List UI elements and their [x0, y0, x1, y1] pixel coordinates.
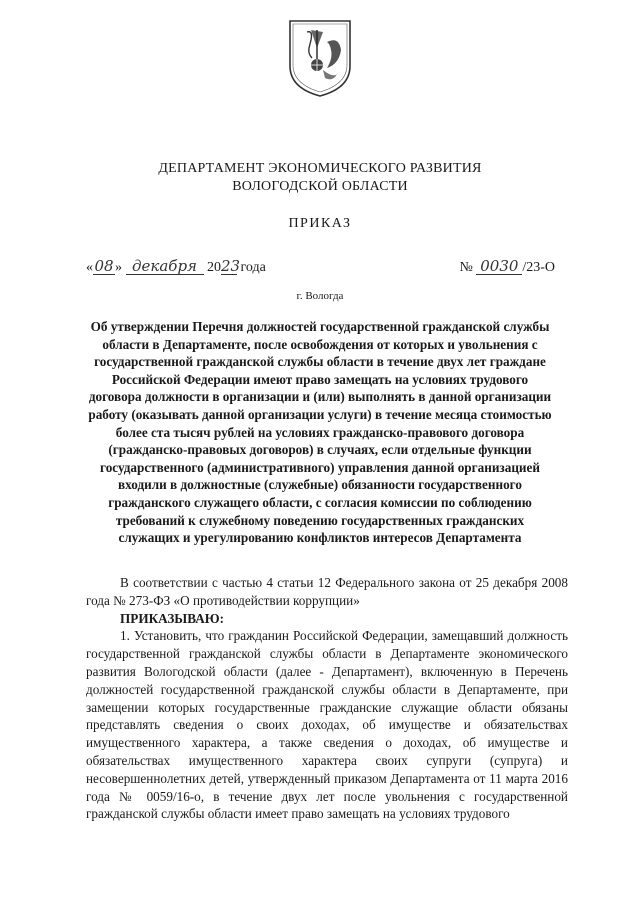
number-suffix: /23-О [522, 260, 555, 275]
item-1-paragraph: 1. Установить, что гражданин Российской Федерации, замещавший должность государственной гражданской службы области в Департаменте экономического развития Вологодской области (далее - Департамент), включенную в Перечень должностей государственной гражданской службы области в Департаменте, при замещении которых государственные гражданские служащие области обязаны представлять сведения о своих доходах, об имуществе и обязательствах имущественного характера, а также сведения о доходах, об имуществе и обязательствах имущественного характера своих супруги (супруга) и несовершеннолетних детей, утвержденный приказом Департамента от 11 марта 2016 года № 0059/16-о, в течение двух лет после увольнения с государственной гражданской службы области имеет право замещать на условиях трудового [86, 628, 568, 822]
command-line: ПРИКАЗЫВАЮ: [120, 610, 224, 626]
department-line-2: ВОЛОГОДСКОЙ ОБЛАСТИ [232, 179, 408, 194]
order-body [86, 574, 568, 823]
preamble-paragraph: В соответствии с частью 4 статьи 12 Федерального закона от 25 декабря 2008 года № 273-ФЗ «О противодействии коррупции» [86, 575, 568, 608]
order-date [86, 259, 266, 276]
quote-open: « [86, 260, 93, 275]
date-year-prefix: 20 [207, 260, 221, 275]
order-heading: Об утверждении Перечня должностей государственной гражданской службы области в Департаменте, после освобождения от которых и увольнения с государственной гражданской службы области в течение двух лет граждане Российской Федерации имеют право замещать на условиях трудового договора должности в организации и (или) выполнять в данной организации работу (оказывать данной организации услуги) в течение месяца стоимостью более ста тысяч рублей на условиях гражданско-правового договора (гражданско-правовых договоров) в случаях, если отдельные функции государственного (административного) управления данной организацией входили в должностные (служебные) обязанности государственного гражданского служащего области, с согласия комиссии по соблюдению требований к служебному поведению государственных гражданских служащих и урегулированию конфликтов интересов Департамента [88, 319, 552, 546]
department-line-1: ДЕПАРТАМЕНТ ЭКОНОМИЧЕСКОГО РАЗВИТИЯ [158, 161, 482, 176]
date-year-handwritten: 23 [221, 257, 241, 275]
coat-of-arms-emblem [287, 18, 353, 98]
city-line: г. Вологда [296, 290, 344, 302]
order-number [459, 259, 555, 276]
number-handwritten: 0030 [476, 259, 522, 275]
date-month-handwritten: декабря [126, 259, 204, 275]
quote-close: » [115, 260, 122, 275]
document-type: ПРИКАЗ [288, 216, 352, 231]
date-year-word: года [240, 260, 266, 275]
number-sign: № [459, 260, 473, 275]
department-name [0, 160, 640, 196]
date-day-handwritten: 08 [94, 257, 114, 275]
